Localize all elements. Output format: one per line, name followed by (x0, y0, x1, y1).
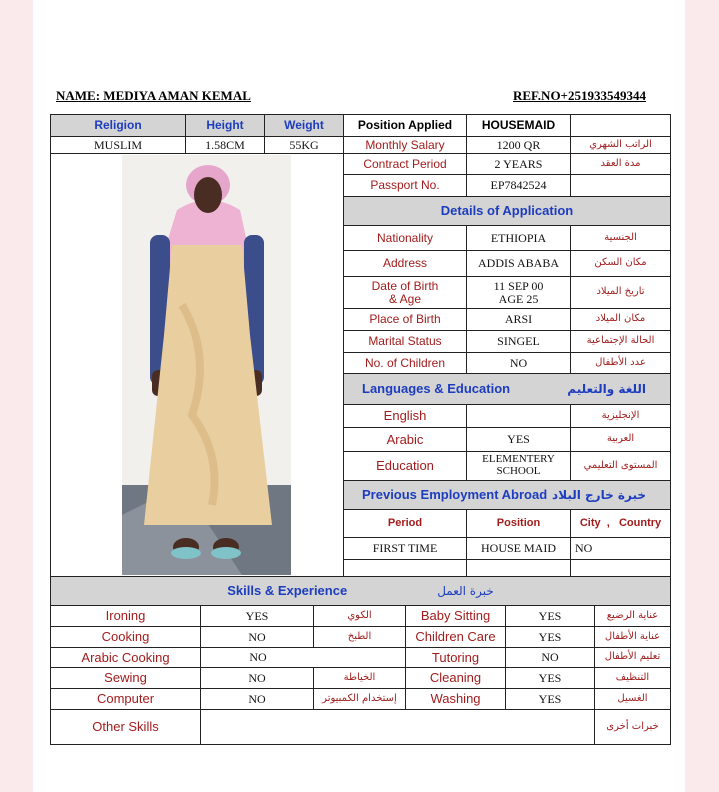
employment-position-header: Position (466, 509, 571, 538)
employment-blank-2 (466, 559, 571, 577)
skill-arabic-cooking-value: NO (200, 647, 406, 668)
religion-header: Religion (50, 114, 186, 137)
position-blank-cell (570, 114, 671, 137)
employment-title-arabic: خبرة خارج البلاد (552, 487, 646, 502)
skill-childrencare-value: YES (505, 626, 595, 648)
contract-period-arabic: مدة العقد (570, 153, 671, 175)
address-arabic: مكان السكن (570, 250, 671, 277)
dob-arabic: تاريخ الميلاد (570, 276, 671, 309)
skill-computer-label: Computer (50, 688, 201, 710)
skill-babysitting-label: Baby Sitting (405, 605, 506, 627)
salary-value: 1200 QR (466, 136, 571, 154)
religion-value: MUSLIM (50, 136, 186, 154)
skill-computer-arabic: إستخدام الكمبيوتر (313, 688, 406, 710)
skills-title-arabic: خبرة العمل (437, 583, 494, 598)
passport-blank-cell (570, 174, 671, 197)
pob-arabic: مكان الميلاد (570, 308, 671, 331)
reference-number: REF.NO+251933549344 (513, 88, 646, 103)
employment-section-title (343, 480, 671, 510)
skill-cooking-arabic: الطبخ (313, 626, 406, 648)
employment-city-value: NO (570, 537, 671, 560)
skill-washing-label: Washing (405, 688, 506, 710)
english-arabic: الإنجليزية (570, 404, 671, 428)
skill-babysitting-value: YES (505, 605, 595, 627)
height-value: 1.58CM (185, 136, 265, 154)
employment-position-value: HOUSE MAID (466, 537, 571, 560)
skill-washing-value: YES (505, 688, 595, 710)
skill-ironing-arabic: الكوي (313, 605, 406, 627)
marital-label: Marital Status (343, 330, 467, 353)
skill-childrencare-label: Children Care (405, 626, 506, 648)
applicant-name: NAME: MEDIYA AMAN KEMAL (56, 88, 251, 103)
position-applied-value: HOUSEMAID (466, 114, 571, 137)
dob-value (466, 276, 571, 309)
dob-label-line1: Date of Birth (371, 278, 439, 293)
arabic-value: YES (466, 427, 571, 452)
skill-arabic-cooking-label: Arabic Cooking (50, 647, 201, 668)
skill-babysitting-arabic: عناية الرضيع (594, 605, 671, 627)
address-label: Address (343, 250, 467, 277)
dob-label (343, 276, 467, 309)
other-skills-arabic: خبرات أخرى (594, 709, 671, 745)
education-value-line1: ELEMENTERY (482, 453, 555, 466)
english-value (466, 404, 571, 428)
skill-sewing-label: Sewing (50, 667, 201, 689)
employment-blank-1 (343, 559, 467, 577)
skill-computer-value: NO (200, 688, 314, 710)
skill-cooking-label: Cooking (50, 626, 201, 648)
skill-washing-arabic: الغسيل (594, 688, 671, 710)
skill-tutoring-arabic: تعليم الأطفال (594, 647, 671, 668)
arabic-arabic: العربية (570, 427, 671, 452)
height-header: Height (185, 114, 265, 137)
other-skills-value (200, 709, 595, 745)
salary-arabic: الراتب الشهري (570, 136, 671, 154)
skill-cooking-value: NO (200, 626, 314, 648)
other-skills-label: Other Skills (50, 709, 201, 745)
nationality-arabic: الجنسية (570, 225, 671, 251)
education-label: Education (343, 451, 467, 481)
marital-value: SINGEL (466, 330, 571, 353)
arabic-label: Arabic (343, 427, 467, 452)
skill-childrencare-arabic: عناية الأطفال (594, 626, 671, 648)
contract-period-label: Contract Period (343, 153, 467, 175)
position-applied-header: Position Applied (343, 114, 467, 137)
skill-sewing-value: NO (200, 667, 314, 689)
children-arabic: عدد الأطفال (570, 352, 671, 374)
marital-arabic: الحالة الإجتماعية (570, 330, 671, 353)
skill-cleaning-arabic: التنظيف (594, 667, 671, 689)
contract-period-value: 2 YEARS (466, 153, 571, 175)
employment-title: Previous Employment Abroad (362, 487, 548, 503)
employment-blank-3 (570, 559, 671, 577)
skill-sewing-arabic: الخياطة (313, 667, 406, 689)
employment-period-value: FIRST TIME (343, 537, 467, 560)
education-value (466, 451, 571, 481)
address-value: ADDIS ABABA (466, 250, 571, 277)
weight-value: 55KG (264, 136, 344, 154)
skill-ironing-label: Ironing (50, 605, 201, 627)
weight-header: Weight (264, 114, 344, 137)
nationality-value: ETHIOPIA (466, 225, 571, 251)
education-arabic: المستوى التعليمي (570, 451, 671, 481)
skills-title: Skills & Experience (227, 583, 348, 599)
skill-cleaning-value: YES (505, 667, 595, 689)
children-value: NO (466, 352, 571, 374)
employment-period-header: Period (343, 509, 467, 538)
skill-tutoring-value: NO (505, 647, 595, 668)
skill-tutoring-label: Tutoring (405, 647, 506, 668)
nationality-label: Nationality (343, 225, 467, 251)
employment-city-header: City , Country (570, 509, 671, 538)
pob-value: ARSI (466, 308, 571, 331)
skills-section-title (50, 576, 671, 606)
english-label: English (343, 404, 467, 428)
skill-ironing-value: YES (200, 605, 314, 627)
skill-cleaning-label: Cleaning (405, 667, 506, 689)
passport-label: Passport No. (343, 174, 467, 197)
dob-label-line2: & Age (388, 291, 422, 306)
pob-label: Place of Birth (343, 308, 467, 331)
passport-value: EP7842524 (466, 174, 571, 197)
education-value-line2: SCHOOL (496, 465, 541, 477)
children-label: No. of Children (343, 352, 467, 374)
dob-value-line2: AGE 25 (498, 291, 539, 306)
applicant-photo (122, 155, 291, 575)
salary-label: Monthly Salary (343, 136, 467, 154)
dob-value-line1: 11 SEP 00 (493, 278, 544, 293)
languages-section-title (343, 373, 671, 405)
languages-title-arabic: اللغة والتعليم (567, 381, 646, 396)
languages-title: Languages & Education (362, 381, 511, 397)
details-section-title: Details of Application (343, 196, 671, 226)
